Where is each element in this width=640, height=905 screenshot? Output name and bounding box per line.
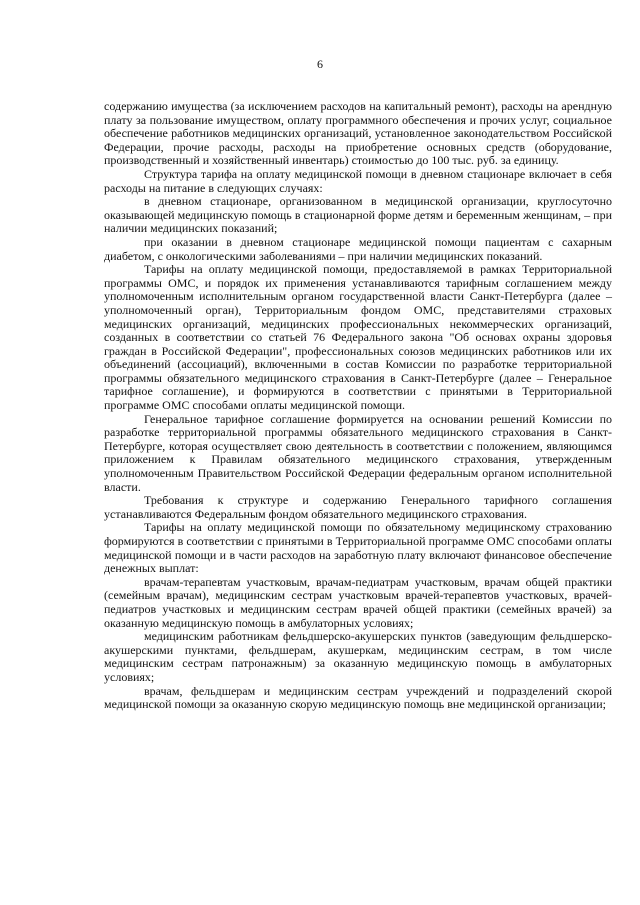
paragraph-agreement-requirements: Требования к структуре и содержанию Генерального тарифного соглашения устанавливаются Федеральным фондом обязательного медицинского страхования.	[104, 493, 612, 521]
paragraph-general-tariff-agreement: Генеральное тарифное соглашение формируется на основании решений Комиссии по разработке территориальной программы обязательного медицинского страхования в Санкт-Петербурге, которая осуществляет свою деятельность в соответствии с положением, являющимся приложением к Правилам обязательного медицинского страхования, утвержденным уполномоченным Правительством Российской Федерации федеральным органом исполнительной власти.	[104, 411, 612, 494]
paragraph-emergency-care: врачам, фельдшерам и медицинским сестрам учреждений и подразделений скорой медицинской помощи за оказанную скорую медицинскую помощь вне медицинской организации;	[104, 683, 612, 712]
paragraph-feldsher-stations: медицинским работникам фельдшерско-акушерских пунктов (заведующим фельдшерско-акушерскими пунктами, фельдшерам, акушеркам, медицинским сестрам, в том числе медицинским сестрам патронажным) за оказанную медицинскую помощь в амбулаторных условиях;	[104, 629, 612, 684]
document-body	[104, 100, 612, 712]
paragraph-district-physicians: врачам-терапевтам участковым, врачам-педиатрам участковым, врачам общей практики (семейным врачам), медицинским сестрам участковым врачей-терапевтов участковых, врачей-педиатров участковых и медицинским сестрам врачей общей практики (семейных врачей) за оказанную медицинскую помощь в амбулаторных условиях;	[104, 574, 612, 630]
paragraph-tariff-agreement: Тарифы на оплату медицинской помощи, предоставляемой в рамках Территориальной программы ОМС, и порядок их применения устанавливаются тарифным соглашением между уполномоченным исполнительным органом государственной власти Санкт-Петербурга (далее – уполномоченный орган), Территориальным фондом ОМС, представителями страховых медицинских организаций, медицинских профессиональных некоммерческих организаций, созданных в соответствии со статьей 76 Федерального закона "Об основах охраны здоровья граждан в Российской Федерации", профессиональных союзов медицинских работников или их объединений (ассоциаций), включенными в состав Комиссии по разработке территориальной программы обязательного медицинского страхования в Санкт-Петербурге (далее – Генеральное тарифное соглашение), и формируются в соответствии с принятыми в Территориальной программе ОМС способами оплаты медицинской помощи.	[104, 262, 612, 413]
page-number: 6	[317, 57, 323, 71]
paragraph-day-hospital-tariff-structure: Структура тарифа на оплату медицинской помощи в дневном стационаре включает в себя расходы на питание в следующих случаях:	[104, 166, 612, 195]
paragraph-tariff-payments: Тарифы на оплату медицинской помощи по обязательному медицинскому страхованию формируются в соответствии с принятыми в Территориальной программе ОМС способами оплаты медицинской помощи и в части расходов на заработную плату включают финансовое обеспечение денежных выплат:	[104, 520, 612, 576]
paragraph-property-expenses: содержанию имущества (за исключением расходов на капитальный ремонт), расходы на арендную плату за пользование имуществом, оплату программного обеспечения и прочих услуг, социальное обеспечение работников медицинских организаций, установленное законодательством Российской Федерации, прочие расходы, расходы на приобретение основных средств (оборудование, производственный и хозяйственный инвентарь) стоимостью до 100 тыс. руб. за единицу.	[104, 99, 612, 168]
paragraph-day-hospital-diabetes-oncology: при оказании в дневном стационаре медицинской помощи пациентам с сахарным диабетом, с онкологическими заболеваниями – при наличии медицинских показаний.	[104, 234, 612, 263]
paragraph-day-hospital-children-pregnant: в дневном стационаре, организованном в медицинской организации, круглосуточно оказывающей медицинскую помощь в стационарной форме детям и беременным женщинам, – при наличии медицинских показаний;	[104, 194, 612, 236]
